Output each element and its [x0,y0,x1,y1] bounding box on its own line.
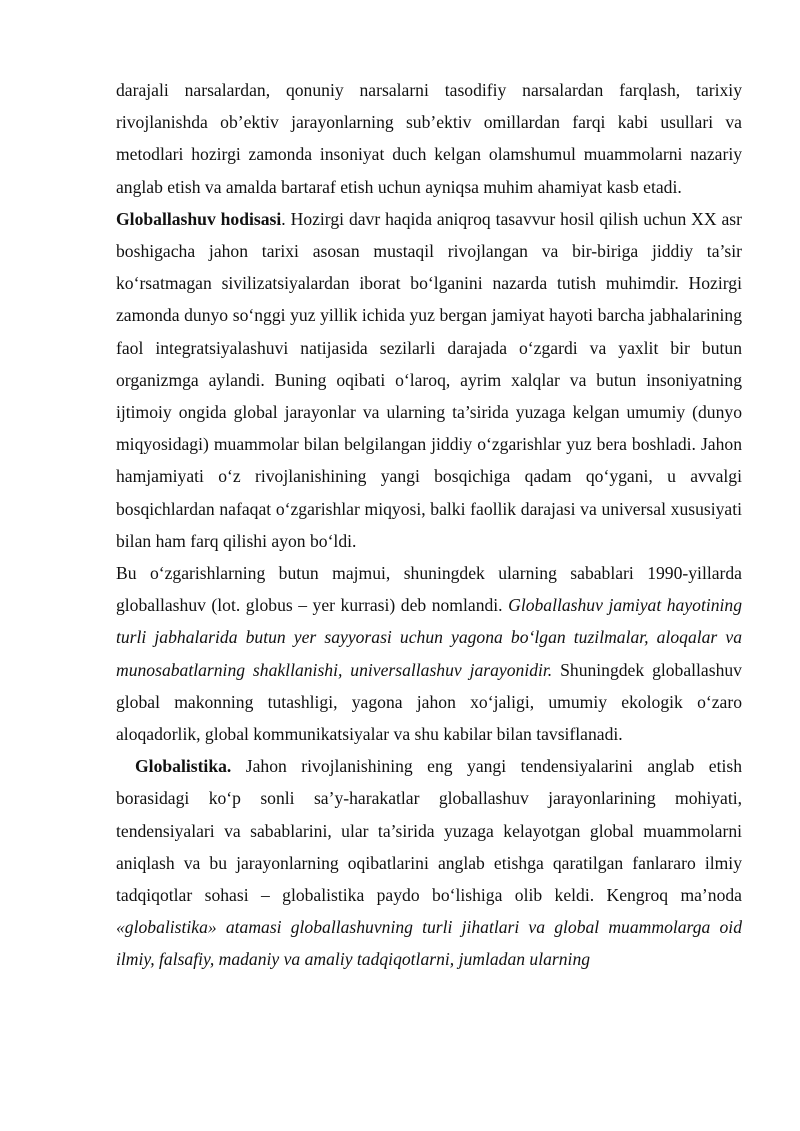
body-text [116,74,742,976]
paragraph-intro-continuation [116,74,742,203]
paragraph-text: Bu o‘zgarishlarning butun majmui, shuningdek ularning sabablari 1990-yillarda globallashuv (lot. globus – yer kurrasi) deb nomlandi. [116,563,742,616]
paragraph-text: darajali narsalardan, qonuniy narsalarni tasodifiy narsalardan farqlash, tarixiy rivojlanishda ob’ektiv jarayonlarning sub’ektiv omillardan farqi kabi usullari va metodlari hozirgi zamonda insoniyat duch kelgan olamshumul muammolarni nazariy anglab etish va amalda bartaraf etish uchun ayniqsa muhim ahamiyat kasb etadi. [116,80,742,197]
paragraph-text: . Hozirgi davr haqida aniqroq tasavvur hosil qilish uchun XX asr boshigacha jahon tarixi asosan mustaqil rivojlangan va bir-biriga jiddiy ta’sir ko‘rsatmagan sivilizatsiyalardan iborat bo‘lganini nazarda tutish muhimdir. Hozirgi zamonda dunyo so‘nggi yuz yillik ichida yuz bergan jamiyat hayoti barcha jabhalarining faol integratsiyalashuvi natijasida sezilarli darajada o‘zgardi va yaxlit bir butun organizmga aylandi. Buning oqibati o‘laroq, ayrim xalqlar va butun insoniyatning ijtimoiy ongida global jarayonlar va ularning ta’sirida yuzaga kelgan umumiy (dunyo miqyosidagi) muammolar bilan belgilangan jiddiy o‘zgarishlar yuz bera boshladi. Jahon hamjamiyati o‘z rivojlanishining yangi bosqichiga qadam qo‘ygani, u avvalgi bosqichlardan nafaqat o‘zgarishlar miqyosi, balki faollik darajasi va universal xususiyati bilan ham farq qilishi ayon bo‘ldi. [116,208,742,551]
section-heading-globallashuv-hodisasi: Globallashuv hodisasi [116,208,282,229]
section-heading-globalistika: Globalistika. [135,756,232,777]
paragraph-text: Shuningdek globallashuv global makonning tutashligi, yagona jahon xo‘jaligi, umumiy ekologik o‘zaro aloqadorlik, global kommunikatsiyalar va shu kabilar bilan tavsiflanadi. [116,659,742,745]
paragraph-globallashuv-hodisasi [116,203,742,557]
paragraph-globallashuv-definition [116,557,742,750]
paragraph-globalistika [116,750,742,975]
definition-text: Globallashuv jamiyat hayotining turli jabhalarida butun yer sayyorasi uchun yagona bo‘lgan tuzilmalar, aloqalar va munosabatlarning shakllanishi, universallashuv jarayonidir. [116,595,742,680]
paragraph-text: Jahon rivojlanishining eng yangi tendensiyalarini anglab etish borasidagi ko‘p sonli sa’y-harakatlar globallashuv jarayonlarining mohiyati, tendensiyalari va sabablarini, ular ta’sirida yuzaga kelayotgan global muammolarni aniqlash va bu jarayonlarning oqibatlarini anglab etishga qaratilgan fanlararo ilmiy tadqiqotlar sohasi – globalistika paydo bo‘lishiga olib keldi. Kengroq ma’noda [116,756,742,906]
definition-text: «globalistika» atamasi globallashuvning turli jihatlari va global muammolarga oid ilmiy, falsafiy, madaniy va amaliy tadqiqotlarni, jumladan ularning [116,917,742,970]
